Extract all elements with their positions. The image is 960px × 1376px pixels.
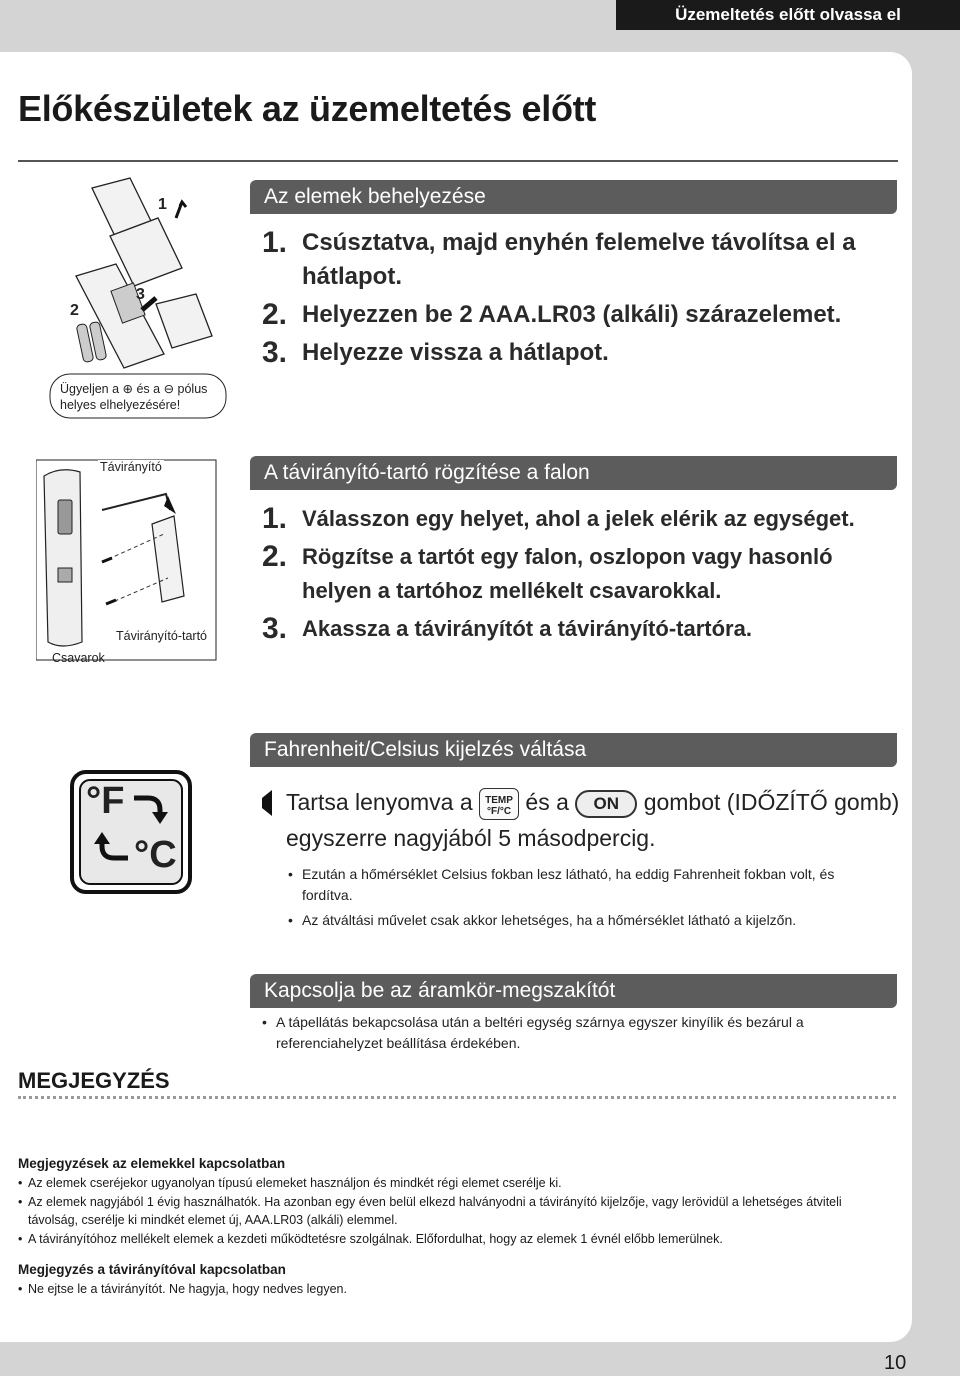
fc-instruction <box>286 784 902 856</box>
step-number: 2. <box>262 298 288 331</box>
header-tag: Üzemeltetés előtt olvassa el <box>616 0 960 30</box>
temp-button-line2: °F/°C <box>486 805 512 817</box>
instruction-part2: és a <box>525 789 569 815</box>
step-number: 2. <box>262 540 288 573</box>
label-remote: Távirányító <box>100 460 162 474</box>
list-item: • Az átváltási művelet csak akkor lehetséges, ha a hőmérséklet látható a kijelzőn. <box>288 910 878 931</box>
fc-bullets <box>288 864 878 935</box>
step-number: 1. <box>262 502 288 535</box>
battery-label-3: 3 <box>136 286 145 303</box>
list-item: • A tápellátás bekapcsolása után a beltéri egység szárnya egyszer kinyílik és bezárul a referenciahelyzet beállítása érdekében. <box>262 1012 862 1054</box>
battery-steps <box>262 226 892 374</box>
step-text: Válasszon egy helyet, ahol a jelek elérik az egységet. <box>302 506 855 531</box>
holder-step <box>262 502 892 536</box>
step-text: Rögzítse a tartót egy falon, oszlopon vagy hasonló helyen a tartóhoz mellékelt csavarokkal. <box>302 544 833 603</box>
notes-divider <box>18 1096 896 1099</box>
notes-title: MEGJEGYZÉS <box>18 1068 170 1093</box>
label-holder: Távirányító-tartó <box>116 629 208 643</box>
page-title: Előkészületek az üzemeltetés előtt <box>18 88 597 129</box>
step-number: 1. <box>262 226 288 259</box>
page-number: 10 <box>884 1352 907 1374</box>
holder-step <box>262 540 892 608</box>
instruction-part1: Tartsa lenyomva a <box>286 789 473 815</box>
polarity-note-line2: helyes elhelyezésére! <box>60 398 181 412</box>
notes-remote-list <box>18 1280 888 1299</box>
notes-battery-list <box>18 1174 888 1249</box>
step-number: 3. <box>262 336 288 369</box>
list-item: • Ezután a hőmérséklet Celsius fokban lesz látható, ha eddig Fahrenheit fokban volt, és fordítva. <box>288 864 878 906</box>
battery-step <box>262 298 892 332</box>
temp-button[interactable] <box>479 788 519 820</box>
temp-button-line1: TEMP <box>485 794 513 806</box>
holder-step <box>262 612 892 646</box>
section-battery-title: Az elemek behelyezése <box>250 180 897 214</box>
list-item: • A távirányítóhoz mellékelt elemek a kezdeti működtetésre szolgálnak. Előfordulhat, hogy az elemek 1 évnél előbb lemerülnek. <box>18 1230 888 1248</box>
section-holder-title: A távirányító-tartó rögzítése a falon <box>250 456 897 490</box>
polarity-note-line1: Ügyeljen a ⊕ és a ⊖ pólus <box>60 382 208 396</box>
battery-step <box>262 226 892 294</box>
title-divider <box>18 160 898 162</box>
step-text: Akassza a távirányítót a távirányító-tartóra. <box>302 616 752 641</box>
list-item: • Az elemek nagyjából 1 évig használhatók. Ha azonban egy éven belül elkezd halványodni a távirányító kijelzője, vagy lerövidül a lehetséges átviteli távolság, cserélje ki mindkét elemet új, AAA.LR03 (alkáli) elemmel. <box>18 1193 888 1229</box>
instruction-marker-icon <box>258 790 282 816</box>
notes-remote-heading: Megjegyzés a távirányítóval kapcsolatban <box>18 1262 286 1277</box>
step-number: 3. <box>262 612 288 645</box>
icon-fahrenheit-label: °F <box>86 780 125 822</box>
list-item: • Ne ejtse le a távirányítót. Ne hagyja, hogy nedves legyen. <box>18 1280 888 1298</box>
on-button[interactable]: ON <box>575 790 637 818</box>
holder-steps <box>262 502 892 650</box>
icon-celsius-label: °C <box>134 834 177 876</box>
section-fahrenheit-title: Fahrenheit/Celsius kijelzés váltása <box>250 733 897 767</box>
step-text: Csúsztatva, majd enyhén felemelve távolítsa el a hátlapot. <box>302 229 856 290</box>
battery-label-1: 1 <box>158 196 167 213</box>
battery-label-2: 2 <box>70 302 79 319</box>
label-screws: Csavarok <box>52 651 105 665</box>
section-breaker-title: Kapcsolja be az áramkör-megszakítót <box>250 974 897 1008</box>
notes-battery-heading: Megjegyzések az elemekkel kapcsolatban <box>18 1156 286 1171</box>
battery-step <box>262 336 892 370</box>
list-item: • Az elemek cseréjekor ugyanolyan típusú elemeket használjon és mindkét régi elemet cserélje ki. <box>18 1174 888 1192</box>
step-text: Helyezze vissza a hátlapot. <box>302 339 609 366</box>
step-text: Helyezzen be 2 AAA.LR03 (alkáli) szárazelemet. <box>302 301 842 328</box>
instruction-part3: gombot (IDŐZÍTŐ gomb) egyszerre nagyjából 5 másodpercig. <box>286 789 900 851</box>
breaker-bullets <box>262 1012 862 1058</box>
